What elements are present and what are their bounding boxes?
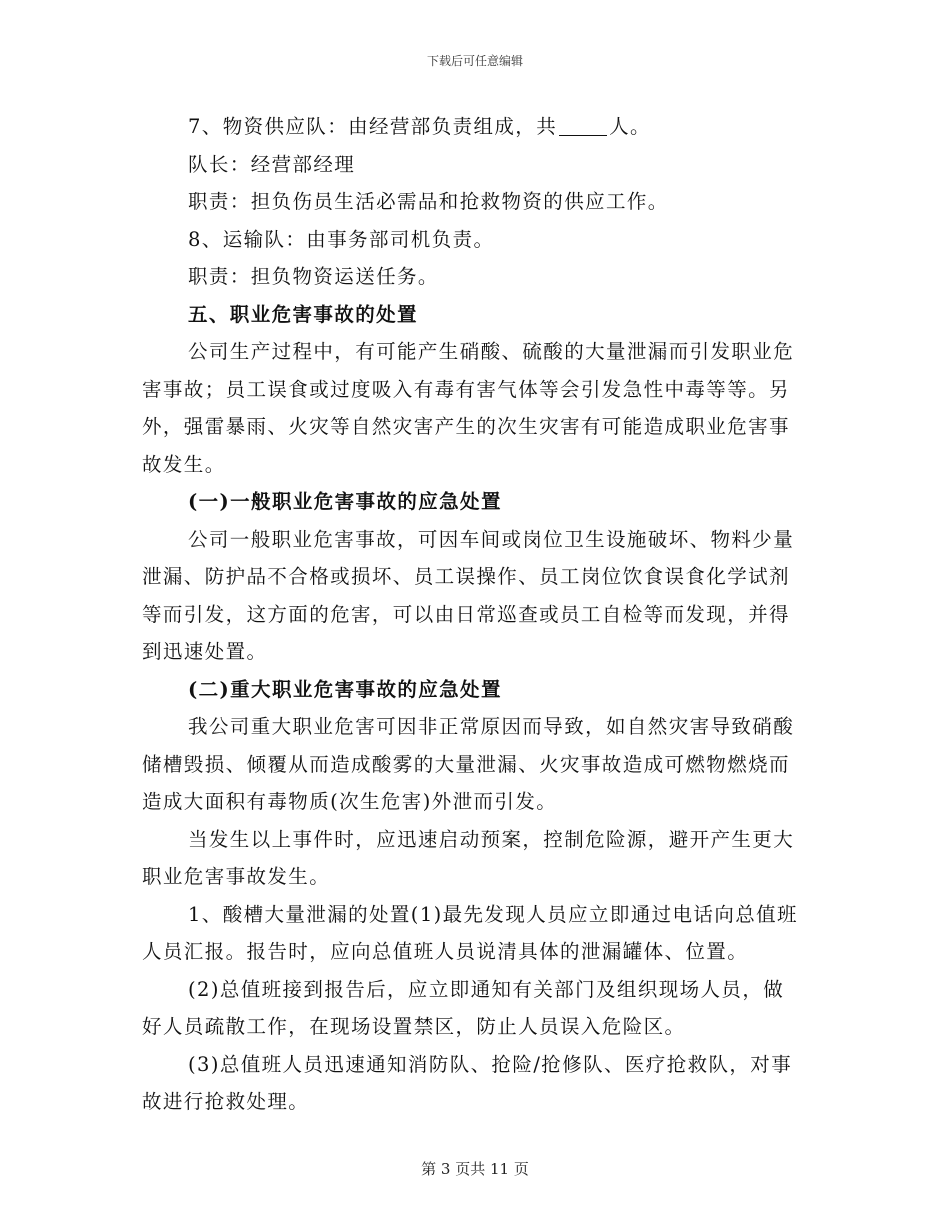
paragraph-captain: 队长：经营部经理 xyxy=(188,152,356,176)
paragraph-supply-team xyxy=(142,108,802,146)
blank-underline xyxy=(559,116,607,137)
paragraph-step-3: (3)总值班人员迅速通知消防队、抢险/抢修队、医疗抢救队，对事故进行抢救处理。 xyxy=(142,1052,793,1113)
paragraph-major: 我公司重大职业危害可因非正常原因而导致，如自然灾害导致硝酸储槽毁损、倾覆从而造成酸雾的大量泄漏、火灾事故造成可燃物燃烧而造成大面积有毒物质(次生危害)外泄而引发。 xyxy=(142,715,795,813)
paragraph-intro: 公司生产过程中，有可能产生硝酸、硫酸的大量泄漏而引发职业危害事故；员工误食或过度吸入有毒有害气体等会引发急性中毒等等。另外，强雷暴雨、火灾等自然灾害产生的次生灾害有可能造成职业危害事故发生。 xyxy=(142,340,795,476)
document-body xyxy=(142,108,802,1121)
paragraph-transport-duty: 职责：担负物资运送任务。 xyxy=(188,265,439,288)
paragraph-general: 公司一般职业危害事故，可因车间或岗位卫生设施破坏、物料少量泄漏、防护品不合格或损坏、员工误操作、员工岗位饮食误食化学试剂等而引发，这方面的危害，可以由日常巡查或员工自检等而发现，并得到迅速处置。 xyxy=(142,527,795,663)
page-footer: 第 3 页共 11 页 xyxy=(421,1160,529,1178)
subheading-major: (二)重大职业危害事故的应急处置 xyxy=(188,677,502,701)
supply-team-text: 7、物资供应队：由经营部负责组成，共 xyxy=(188,115,558,138)
paragraph-transport-team: 8、运输队：由事务部司机负责。 xyxy=(188,227,495,251)
paragraph-step-2: (2)总值班接到报告后，应立即通知有关部门及组织现场人员，做好人员疏散工作，在现场设置禁区，防止人员误入危险区。 xyxy=(142,977,785,1038)
subheading-general: (一)一般职业危害事故的应急处置 xyxy=(188,490,502,513)
page-header: 下载后可任意编辑 xyxy=(426,54,523,68)
paragraph-step-1: 1、酸槽大量泄漏的处置(1)最先发现人员应立即通过电话向总值班人员汇报。报告时，应向总值班人员说清具体的泄漏罐体、位置。 xyxy=(142,902,798,963)
supply-team-text-end: 人。 xyxy=(609,115,651,138)
paragraph-supply-duty: 职责：担负伤员生活必需品和抢救物资的供应工作。 xyxy=(188,190,669,213)
section-heading-5: 五、职业危害事故的处置 xyxy=(188,302,418,326)
paragraph-response: 当发生以上事件时，应迅速启动预案，控制危险源，避开产生更大职业危害事故发生。 xyxy=(142,827,795,888)
